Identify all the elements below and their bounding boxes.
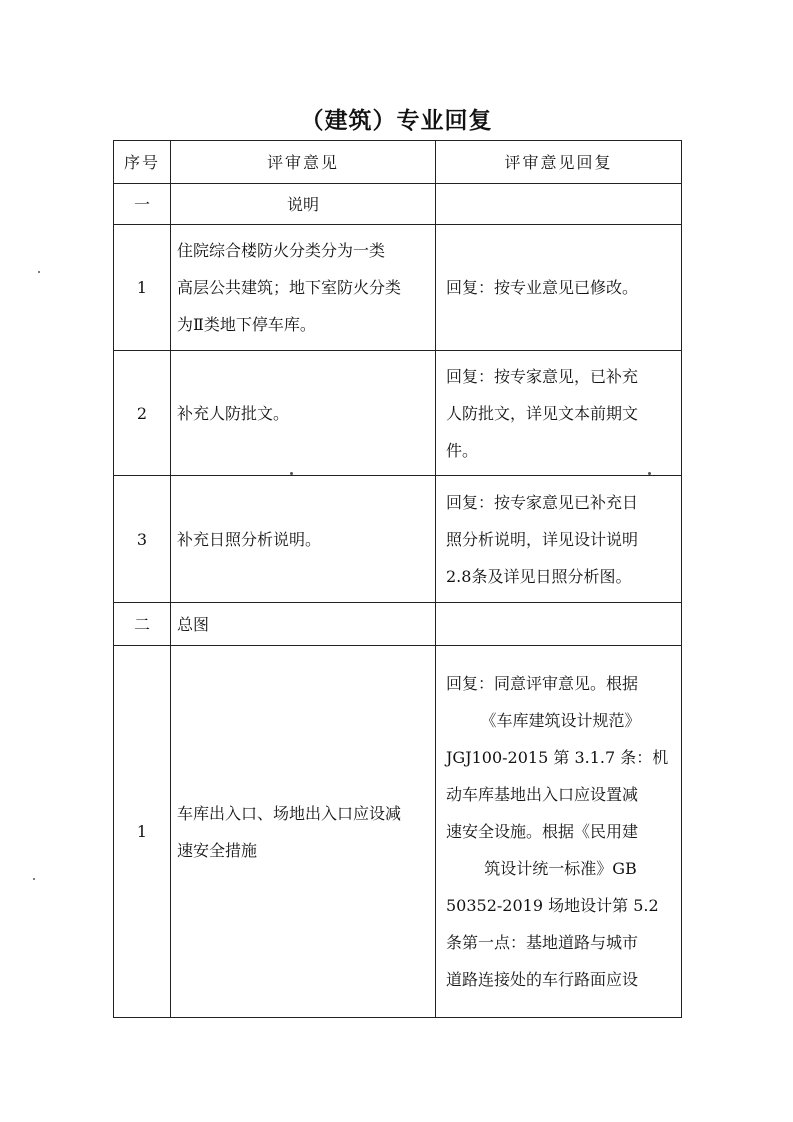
section-title: 总图 (171, 603, 436, 646)
reply-line: 筑设计统一标准》GB (484, 859, 637, 878)
row-opinion (171, 646, 436, 1018)
reply-line: 件。 (446, 440, 479, 460)
table-row (114, 476, 682, 603)
header-seq: 序号 (114, 141, 171, 184)
opinion-line: 速安全措施 (177, 840, 258, 860)
section-seq: 二 (114, 603, 171, 646)
section-title: 说明 (171, 184, 436, 225)
row-seq: 3 (114, 476, 171, 603)
reply-line: 条第一点：基地道路与城市 (446, 933, 639, 952)
row-reply (436, 225, 682, 351)
reply-line: 《车库建筑设计规范》 (480, 711, 641, 730)
section-reply-empty (436, 603, 682, 646)
table-row (114, 646, 682, 1018)
row-opinion (171, 351, 436, 476)
opinion-line: 补充日照分析说明。 (177, 529, 322, 549)
table-row (114, 225, 682, 351)
page-title: （建筑）专业回复 (300, 108, 493, 134)
reply-line: 回复：按专家意见已补充日 (446, 492, 639, 512)
reply-line: 道路连接处的车行路面应设 (446, 970, 639, 989)
row-seq: 2 (114, 351, 171, 476)
section-seq: 一 (114, 184, 171, 225)
section-reply-empty (436, 184, 682, 225)
row-opinion (171, 476, 436, 603)
table-row (114, 351, 682, 476)
opinion-line: 车库出入口、场地出入口应设减 (177, 803, 402, 823)
opinion-line: 为Ⅱ类地下停车库。 (177, 315, 316, 334)
reply-line: 回复：同意评审意见。根据 (446, 674, 639, 693)
reply-line: 50352-2019 场地设计第 5.2 (446, 896, 659, 915)
reply-line: 回复：按专业意见已修改。 (446, 278, 639, 297)
row-seq: 1 (114, 225, 171, 351)
opinion-line: 高层公共建筑；地下室防火分类 (177, 278, 402, 297)
reply-line: JGJ100-2015 第 3.1.7 条：机 (446, 748, 669, 767)
table-header-row (114, 141, 682, 184)
header-opinion: 评审意见 (171, 141, 436, 184)
row-reply (436, 646, 682, 1018)
opinion-line: 住院综合楼防火分类分为一类 (177, 241, 386, 260)
reply-line: 速安全设施。根据《民用建 (446, 822, 639, 841)
reply-line: 照分析说明，详见设计说明 (446, 529, 639, 549)
row-reply (436, 351, 682, 476)
reply-line: 人防批文，详见文本前期文 (446, 403, 639, 423)
reply-line: 动车库基地出入口应设置减 (446, 785, 639, 804)
row-opinion (171, 225, 436, 351)
opinion-line: 补充人防批文。 (177, 403, 290, 423)
reply-line: 回复：按专家意见，已补充 (446, 366, 639, 386)
scan-speck (290, 472, 293, 475)
reply-line: 2.8条及详见日照分析图。 (446, 566, 632, 586)
header-reply: 评审意见回复 (436, 141, 682, 184)
row-reply (436, 476, 682, 603)
review-table (113, 140, 682, 1018)
section-row (114, 603, 682, 646)
scan-speck (38, 271, 40, 273)
section-row (114, 184, 682, 225)
scan-speck (648, 472, 651, 475)
scan-speck (33, 878, 35, 880)
row-seq: 1 (114, 646, 171, 1018)
